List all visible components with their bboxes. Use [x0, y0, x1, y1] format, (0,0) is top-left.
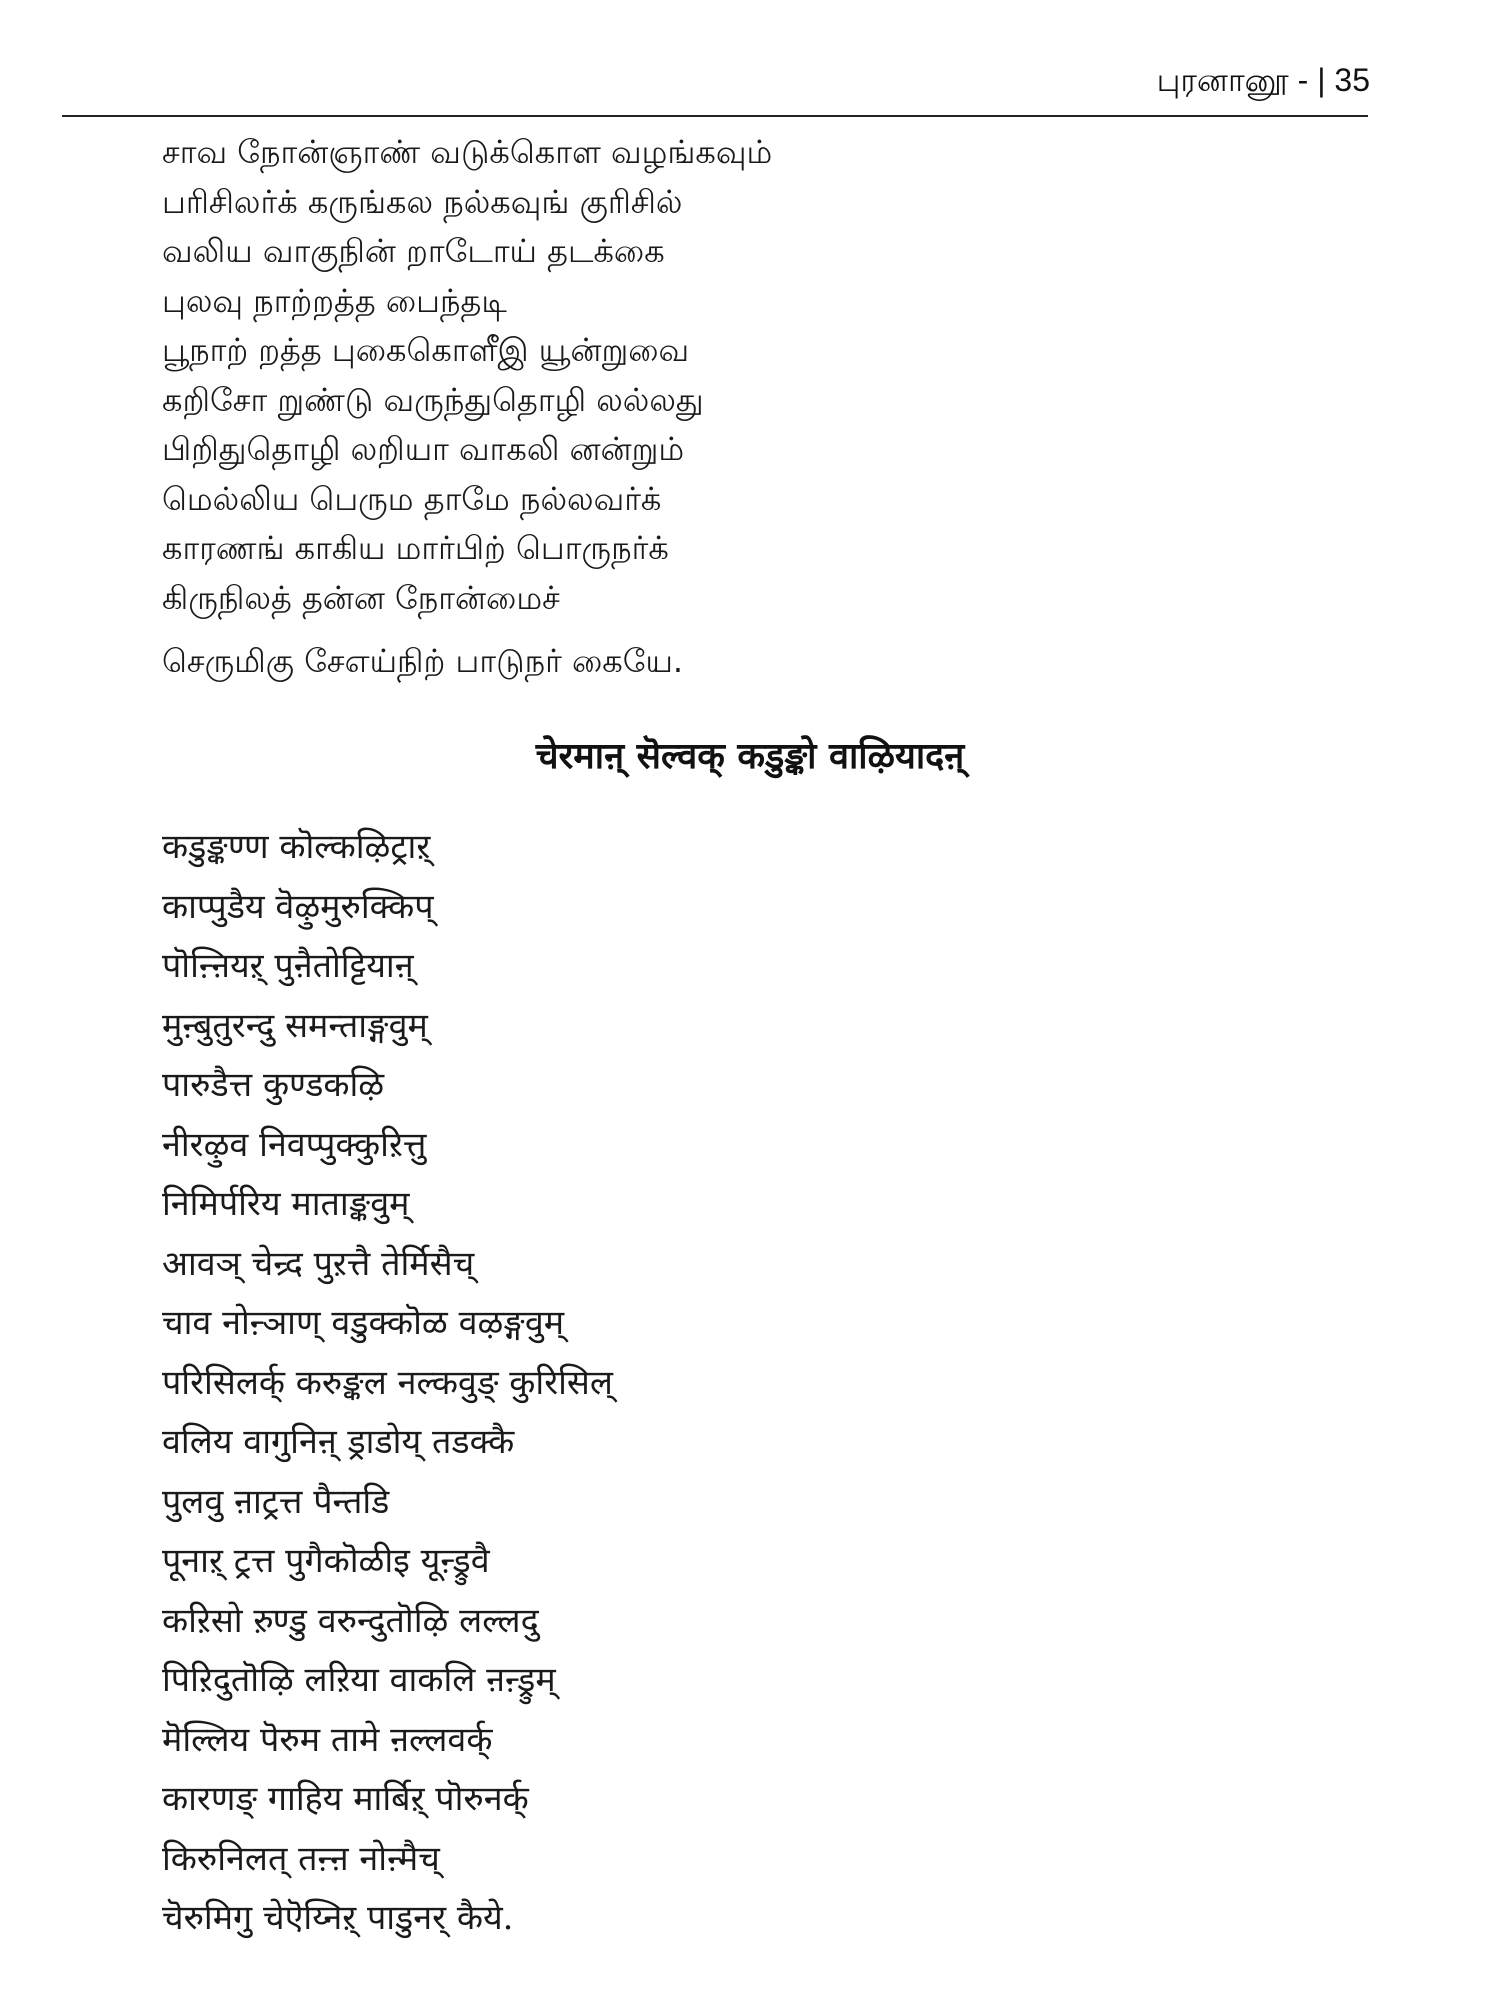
- devanagari-verse-line: कडुङ्कण्ण कॊल्कऴिट्राऱ्: [162, 827, 431, 867]
- devanagari-verse-line: किरुनिलत् तऩ्ऩ नोऩ्मैच्: [162, 1838, 440, 1879]
- devanagari-verse-line: मॆल्लिय पॆरुम तामे ऩल्लवर्क्: [162, 1719, 493, 1760]
- section-title: चेरमाऩ् सॆल्वक् कडुङ्को वाऴियादऩ्: [535, 736, 965, 777]
- tamil-verse-line: கறிசோ றுண்டு வருந்துதொழி லல்லது: [162, 380, 704, 419]
- tamil-verse-line: சாவ நோன்ஞாண் வடுக்கொள வழங்கவும்: [162, 133, 773, 171]
- devanagari-verse-line: कऱिसो ऱुण्डु वरुन्दुतॊऴि लल्लदु: [162, 1600, 539, 1641]
- tamil-verse-line: பிறிதுதொழி லறியா வாகலி னன்றும்: [162, 430, 685, 468]
- devanagari-verse-line: पुलवु ऩाट्रत्त पैन्तडि: [162, 1481, 390, 1522]
- tamil-verse-line: புலவு நாற்றத்த பைந்தடி: [162, 281, 507, 320]
- devanagari-verse-line: चॆरुमिगु चेऎय्निऱ् पाडुनर् कैये.: [162, 1898, 514, 1938]
- devanagari-verse-line: नीरऴुव निवप्पुक्कुऱित्तु: [162, 1124, 427, 1165]
- devanagari-verse-line: कारणङ् गाहिय मार्बिऱ् पॊरुनर्क्: [162, 1779, 529, 1819]
- tamil-verse-line: பூநாற் றத்த புகைகொளீஇ யூன்றுவை: [162, 331, 690, 369]
- header-rule: [62, 115, 1368, 117]
- devanagari-verse-line: पॊऩ्ऩियऱ् पुऩैतोट्टियाऩ्: [162, 946, 414, 986]
- devanagari-verse-line: निमिर्परिय माताङ्कवुम्: [162, 1184, 410, 1224]
- tamil-verse-line: செருமிகு சேஎய்நிற் பாடுநர் கையே.: [162, 642, 684, 680]
- tamil-verse-line: காரணங் காகிய மார்பிற் பொருநர்க்: [162, 529, 669, 567]
- devanagari-verse-line: वलिय वागुनिऩ् ड्राडोय् तडक्कै: [162, 1422, 515, 1462]
- devanagari-verse-line: काप्पुडैय वॆऴुमुरुक्किप्: [162, 886, 434, 927]
- tamil-verse-line: பரிசிலர்க் கருங்கல நல்கவுங் குரிசில்: [162, 182, 683, 221]
- devanagari-verse-line: पूनाऱ् ट्रत्त पुगैकॊळीइ यूऩ्ड्रुवै: [162, 1541, 490, 1581]
- page-header: [1157, 62, 1370, 103]
- running-title: புரனானூ -: [1156, 62, 1309, 98]
- devanagari-verse-line: पिऱिदुतॊऴि लऱिया वाकलि ऩऩ्ड्रुम्: [162, 1660, 556, 1700]
- devanagari-verse-line: चाव नोऩ्ञाण् वडुक्कॊळ वऴङ्गवुम्: [162, 1303, 565, 1343]
- devanagari-verse-line: आवञ् चेन्र्द पुऱत्तै तेर्मिसैच्: [162, 1243, 475, 1284]
- devanagari-verse-line: मुऩ्बुतुरन्दु समन्ताङ्गवुम्: [162, 1005, 428, 1046]
- tamil-verse-line: மெல்லிய பெரும தாமே நல்லவர்க்: [162, 479, 662, 518]
- page-number: | 35: [1317, 62, 1370, 98]
- devanagari-verse-line: पारुडैत्त कुण्डकऴि: [162, 1065, 385, 1105]
- devanagari-verse: [162, 818, 1312, 1949]
- tamil-verse: [162, 128, 1312, 687]
- tamil-verse-line: வலிய வாகுநின் றாடோய் தடக்கை: [162, 232, 665, 270]
- tamil-verse-line: கிருநிலத் தன்ன நோன்மைச்: [162, 578, 560, 617]
- devanagari-verse-line: परिसिलर्क् करुङ्कल नल्कवुङ् कुरिसिल्: [162, 1362, 613, 1403]
